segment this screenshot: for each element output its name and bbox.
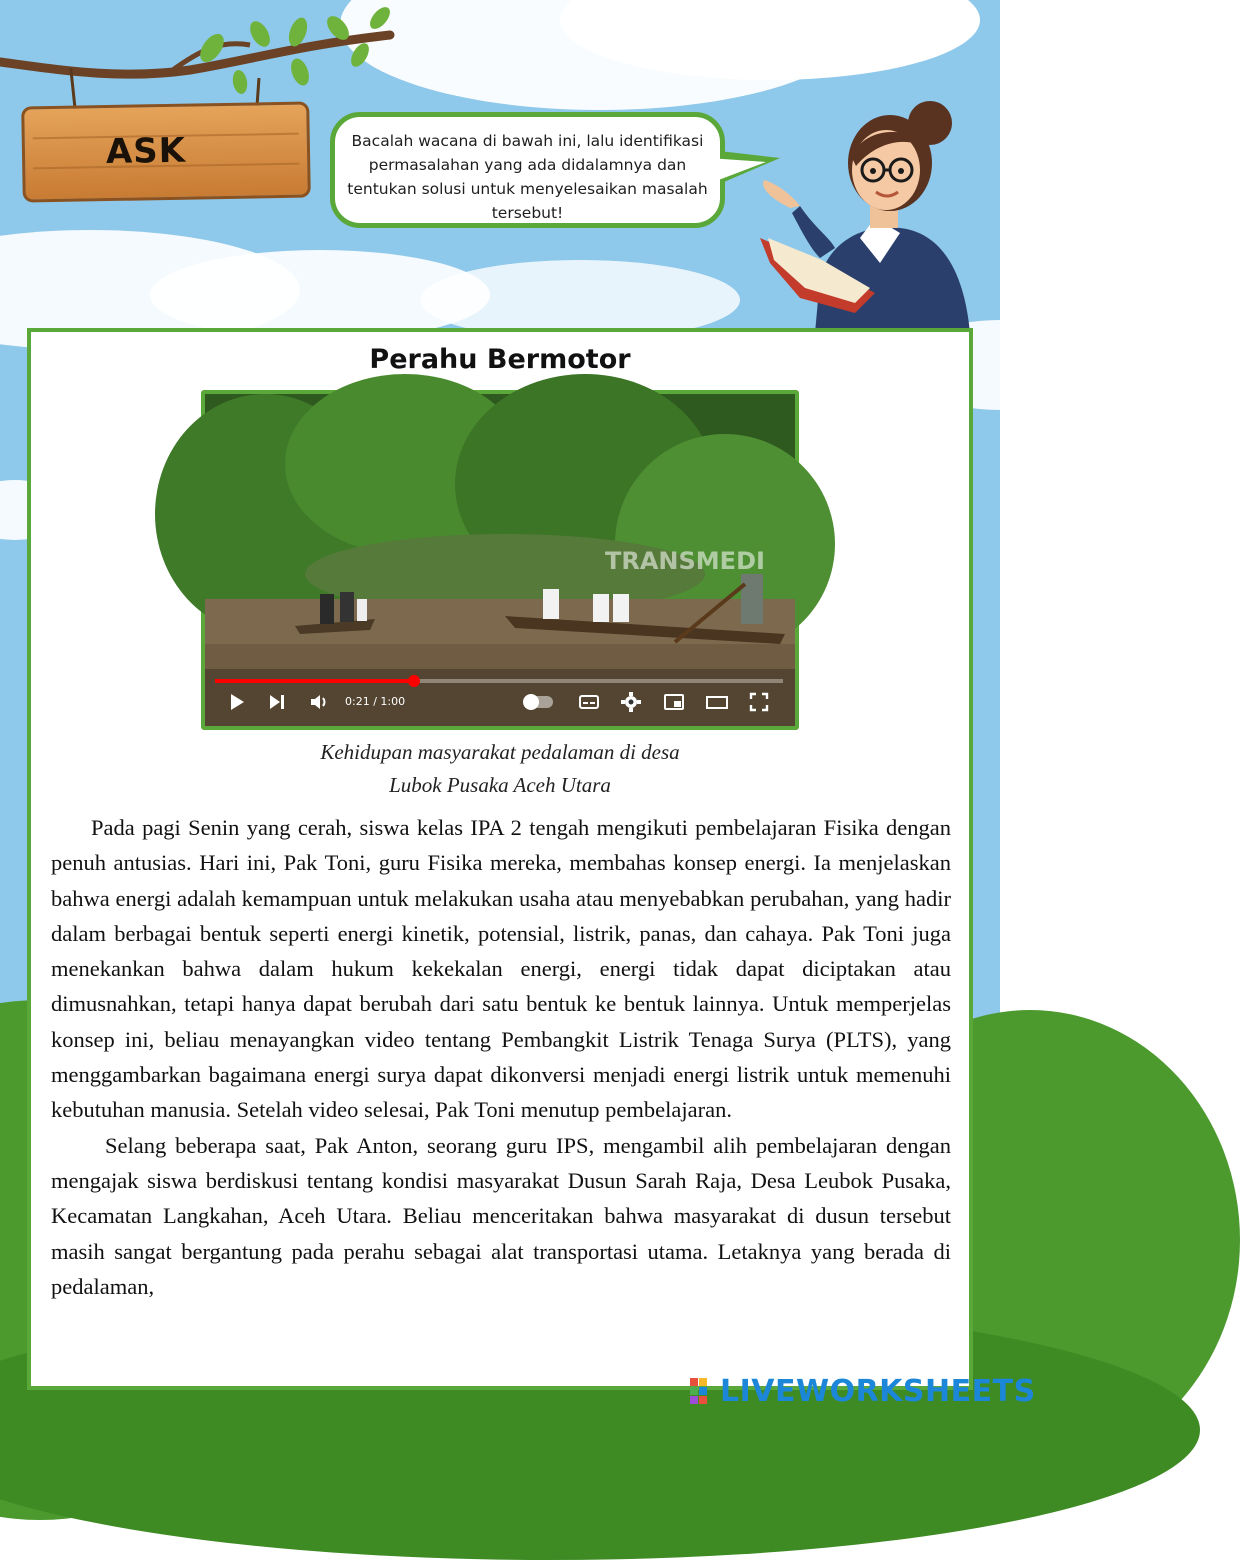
subtitles-icon	[578, 692, 600, 712]
play-icon	[227, 692, 247, 712]
liveworksheets-logo-icon	[690, 1378, 716, 1404]
video-caption	[31, 736, 969, 802]
instruction-bubble	[330, 112, 725, 228]
skip-next-icon	[267, 692, 287, 712]
liveworksheets-brand[interactable]: LIVEWORKSHEETS	[720, 1374, 1036, 1409]
fullscreen-icon	[749, 692, 769, 712]
paragraph-2: Selang beberapa saat, Pak Anton, seorang guru IPS, mengambil alih pembelajaran dengan mengajak siswa berdiskusi tentang kondisi masyarakat Dusun Sarah Raja, Desa Leubok Pusaka, Kecamatan Langkahan, Aceh Utara. Beliau menceritakan bahwa masyarakat di dusun tersebut masih sangat bergantung pada perahu sebagai alat transportasi utama. Letaknya yang berada di pedalaman,	[51, 1132, 951, 1299]
reading-card	[27, 328, 973, 1390]
theater-mode-icon	[705, 692, 729, 712]
sign-label: ASK	[105, 130, 187, 173]
ask-sign	[21, 101, 311, 202]
autoplay-knob	[523, 694, 539, 710]
video-time: 0:21 / 1:00	[345, 695, 406, 708]
volume-icon	[309, 692, 331, 712]
caption-line-1: Kehidupan masyarakat pedalaman di desa	[320, 740, 680, 764]
video-player[interactable]	[201, 390, 799, 730]
fullscreen-button[interactable]	[749, 692, 769, 716]
video-watermark: TRANSMEDI	[605, 547, 765, 575]
miniplayer-button[interactable]	[663, 692, 685, 716]
video-progress-fill	[215, 679, 414, 683]
next-button[interactable]	[267, 692, 287, 716]
tree-branch-decoration	[0, 0, 400, 110]
autoplay-toggle[interactable]	[525, 696, 553, 708]
subtitles-button[interactable]	[578, 692, 600, 716]
theater-button[interactable]	[705, 692, 729, 716]
paragraph-1: Pada pagi Senin yang cerah, siswa kelas IPA 2 tengah mengikuti pembelajaran Fisika dengan penuh antusias. Hari ini, Pak Toni, guru Fisika mereka, membahas konsep energi. Ia menjelaskan bahwa energi adalah kemampuan untuk melakukan usaha atau menyebabkan perubahan, yang hadir dalam berbagai bentuk seperti energi kinetik, potensial, listrik, panas, dan cahaya. Pak Toni juga menekankan bahwa dalam hukum kekekalan energi, energi tidak dapat diciptakan atau dimusnahkan, tetapi hanya dapat berubah dari satu bentuk ke bentuk lainnya. Untuk memperjelas konsep ini, beliau menayangkan video tentang Pembangkit Listrik Tenaga Surya (PLTS), yang menggambarkan bagaimana energi surya dapat dikonversi menjadi energi listrik untuk memenuhi kebutuhan manusia. Setelah video selesai, Pak Toni menutup pembelajaran.	[51, 815, 951, 1123]
caption-line-2: Lubok Pusaka Aceh Utara	[389, 773, 611, 797]
settings-button[interactable]	[620, 691, 642, 717]
article-body	[51, 810, 951, 1304]
instruction-text: Bacalah wacana di bawah ini, lalu identifikasi permasalahan yang ada didalamnya dan tentukan solusi untuk menyelesaikan masalah tersebut!	[347, 132, 708, 222]
volume-button[interactable]	[309, 692, 331, 716]
video-frame	[205, 394, 795, 726]
article-title: Perahu Bermotor	[369, 344, 631, 375]
teacher-illustration	[760, 88, 980, 333]
gear-icon	[620, 691, 642, 713]
video-progress-handle[interactable]	[408, 675, 420, 687]
play-button[interactable]	[227, 692, 247, 716]
video-progress-track[interactable]	[215, 679, 783, 683]
miniplayer-icon	[663, 692, 685, 712]
